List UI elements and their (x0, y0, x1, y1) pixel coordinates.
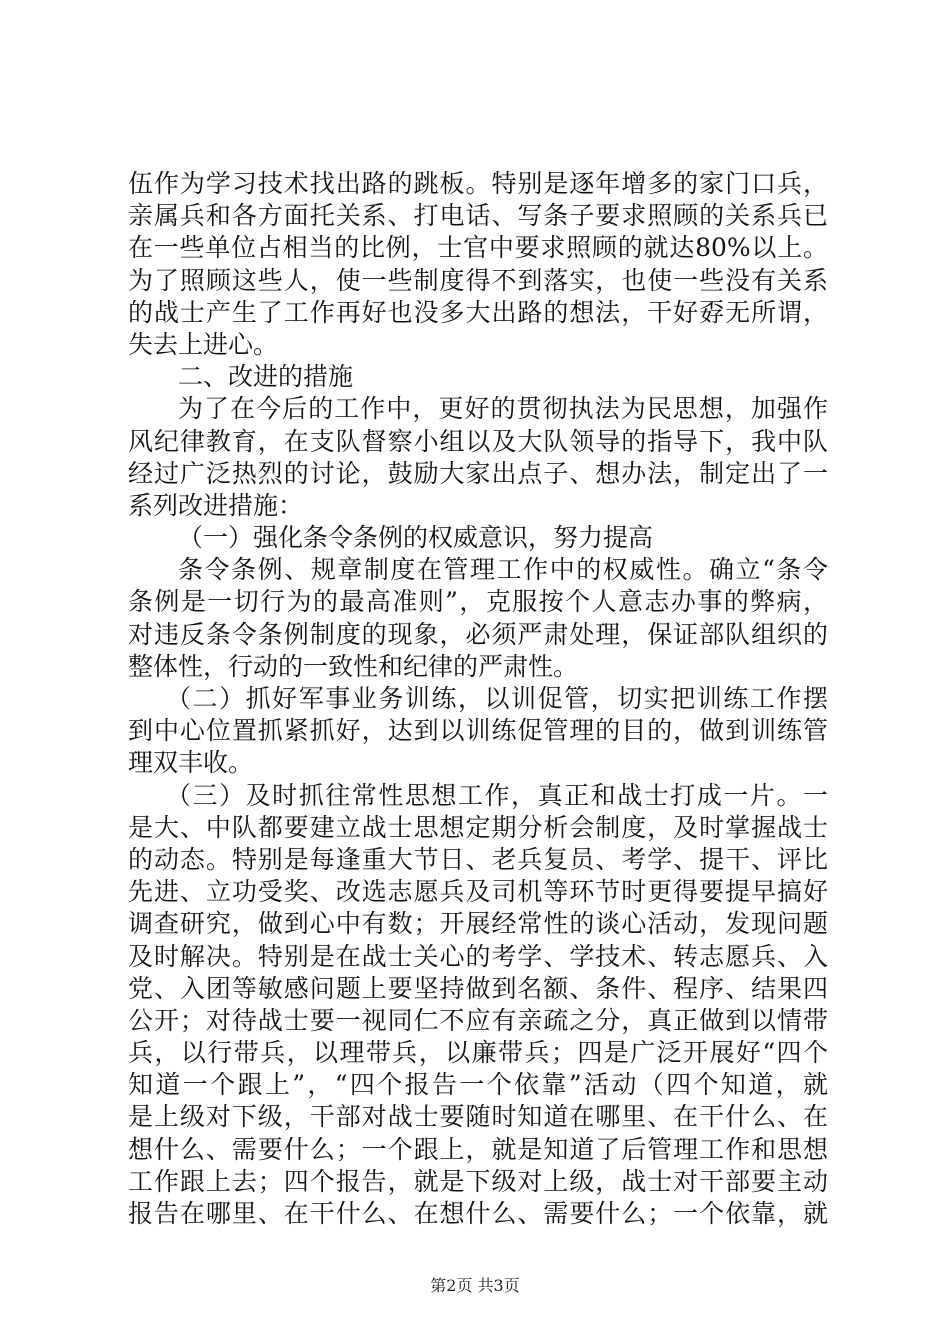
page-number: 第2页 共3页 (430, 1276, 520, 1295)
text-line: 先进、立功受奖、改选志愿兵及司机等环节时更得要提早搞好 (128, 877, 828, 907)
text-line: 亲属兵和各方面托关系、打电话、写条子要求照顾的关系兵已 (128, 201, 828, 231)
text-line: 想什么、需要什么；一个跟上，就是知道了后管理工作和思想 (128, 1134, 828, 1164)
text-line: 为了在今后的工作中，更好的贯彻执法为民思想，加强作 (178, 394, 828, 424)
text-line: 对违反条令条例制度的现象，必须严肃处理，保证部队组织的 (128, 619, 828, 649)
text-line: 风纪律教育，在支队督察小组以及大队领导的指导下，我中队 (128, 426, 828, 456)
text-line: 及时解决。特别是在战士关心的考学、学技术、转志愿兵、入 (128, 941, 828, 971)
section-heading: 二、改进的措施 (178, 362, 354, 392)
text-line: 是上级对下级，干部对战士要随时知道在哪里、在干什么、在 (128, 1102, 828, 1132)
text-line: 在一些单位占相当的比例，士官中要求照顾的就达80%以上。 (128, 233, 828, 263)
text-line: 知道一个跟上”，“四个报告一个依靠”活动（四个知道，就 (128, 1070, 828, 1100)
text-line: 理双丰收。 (128, 748, 254, 778)
text-line: 条令条例、规章制度在管理工作中的权威性。确立“条令 (178, 555, 828, 585)
subsection-heading: （一）强化条令条例的权威意识，努力提高 (178, 523, 654, 553)
text-line: 调查研究，做到心中有数；开展经常性的谈心活动，发现问题 (128, 909, 828, 939)
text-line: （三）及时抓往常性思想工作，真正和战士打成一片。一 (166, 780, 828, 810)
text-line: 报告在哪里、在干什么、在想什么、需要什么；一个依靠，就 (128, 1199, 828, 1228)
text-line: 失去上进心。 (128, 329, 279, 359)
text-line: 是大、中队都要建立战士思想定期分析会制度，及时掌握战士 (128, 812, 828, 842)
text-line: 党、入团等敏感问题上要坚持做到名额、条件、程序、结果四 (128, 973, 828, 1003)
text-line: 整体性，行动的一致性和纪律的严肃性。 (128, 651, 579, 681)
text-line: （二）抓好军事业务训练，以训促管，切实把训练工作摆 (166, 684, 828, 713)
text-line: 条例是一切行为的最高准则”，克服按个人意志办事的弊病， (128, 587, 828, 617)
text-line: 伍作为学习技术找出路的跳板。特别是逐年增多的家门口兵， (128, 169, 828, 198)
text-line: 系列改进措施： (128, 490, 304, 520)
text-line: 工作跟上去；四个报告，就是下级对上级，战士对干部要主动 (128, 1166, 828, 1196)
text-line: 兵，以行带兵，以理带兵，以廉带兵；四是广泛开展好“四个 (128, 1038, 828, 1068)
text-line: 的动态。特别是每逢重大节日、老兵复员、考学、提干、评比 (128, 844, 828, 874)
text-line: 公开；对待战士要一视同仁不应有亲疏之分，真正做到以情带 (128, 1005, 828, 1035)
text-line: 为了照顾这些人，使一些制度得不到落实，也使一些没有关系 (128, 265, 828, 295)
body-text (128, 168, 828, 1230)
text-line: 到中心位置抓紧抓好，达到以训练促管理的目的，做到训练管 (128, 716, 828, 746)
text-line: 经过广泛热烈的讨论，鼓励大家出点子、想办法，制定出了一 (128, 458, 828, 488)
text-line: 的战士产生了工作再好也没多大出路的想法，干好孬无所谓， (128, 297, 828, 327)
